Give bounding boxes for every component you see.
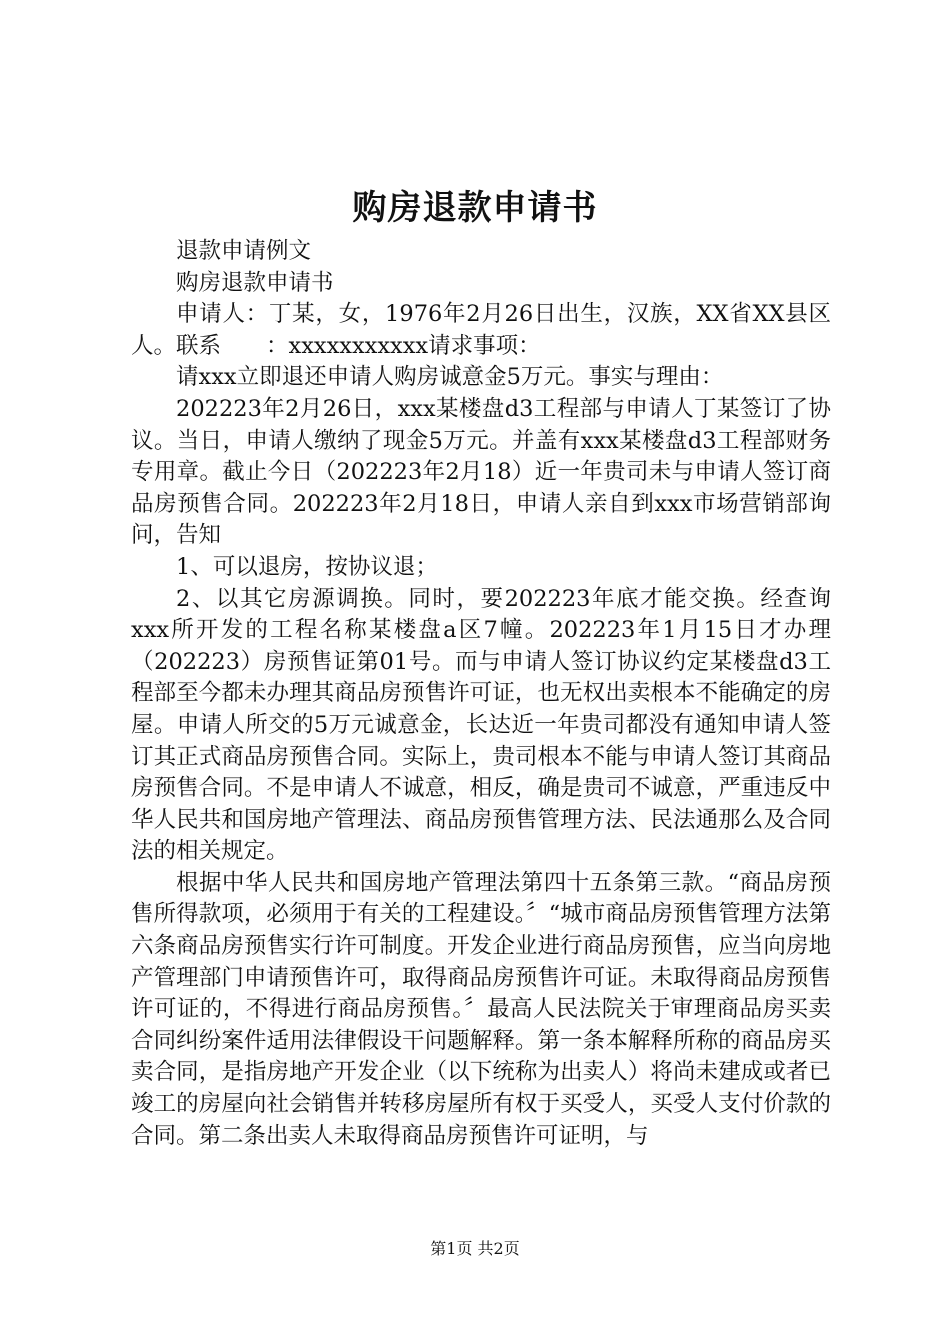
paragraph: 1、可以退房，按协议退；: [176, 553, 438, 580]
paragraph: 申请人：丁某，女，1976年2月26日出生，汉族，XX省XX县区人。联系 ：xxxxxxxxxxx请求事项：: [131, 301, 831, 359]
paragraph: 购房退款申请书: [176, 269, 334, 296]
paragraph: 202223年2月26日，xxx某楼盘d3工程部与申请人丁某签订了协议。当日，申请人缴纳了现金5万元。并盖有xxx某楼盘d3工程部财务专用章。截止今日（202223年2月18）近一年贵司未与申请人签订商品房预售合同。202223年2月18日，申请人亲自到xxx市场营销部询问，告知: [131, 395, 831, 549]
paragraph: 请xxx立即退还申请人购房诚意金5万元。事实与理由：: [176, 364, 724, 391]
paragraph: 2、以其它房源调换。同时，要202223年底才能交换。经查询xxx所开发的工程名称某楼盘a区7幢。202223年1月15日才办理（202223）房预售证第01号。而与申请人签订协议约定某楼盘d3工程部至今都未办理其商品房预售许可证，也无权出卖根本不能确定的房屋。申请人所交的5万元诚意金，长达近一年贵司都没有通知申请人签订其正式商品房预售合同。实际上，贵司根本不能与申请人签订其商品房预售合同。不是申请人不诚意，相反，确是贵司不诚意，严重违反中华人民共和国房地产管理法、商品房预售管理方法、民法通那么及合同法的相关规定。: [131, 585, 831, 865]
page-number-footer: 第1页 共2页: [430, 1239, 520, 1258]
document-title: 购房退款申请书: [352, 188, 598, 228]
paragraph: 根据中华人民共和国房地产管理法第四十五条第三款。“商品房预售所得款项，必须用于有关的工程建设。〞“城市商品房预售管理方法第六条商品房预售实行许可制度。开发企业进行商品房预售，应当向房地产管理部门申请预售许可，取得商品房预售许可证。未取得商品房预售许可证的，不得进行商品房预售。〞最高人民法院关于审理商品房买卖合同纠纷案件适用法律假设干问题解释。第一条本解释所称的商品房买卖合同，是指房地产开发企业（以下统称为出卖人）将尚未建成或者已竣工的房屋向社会销售并转移房屋所有权于买受人，买受人支付价款的合同。第二条出卖人未取得商品房预售许可证明，与: [131, 869, 831, 1149]
document-body: [131, 236, 831, 1152]
paragraph: 退款申请例文: [176, 238, 312, 264]
